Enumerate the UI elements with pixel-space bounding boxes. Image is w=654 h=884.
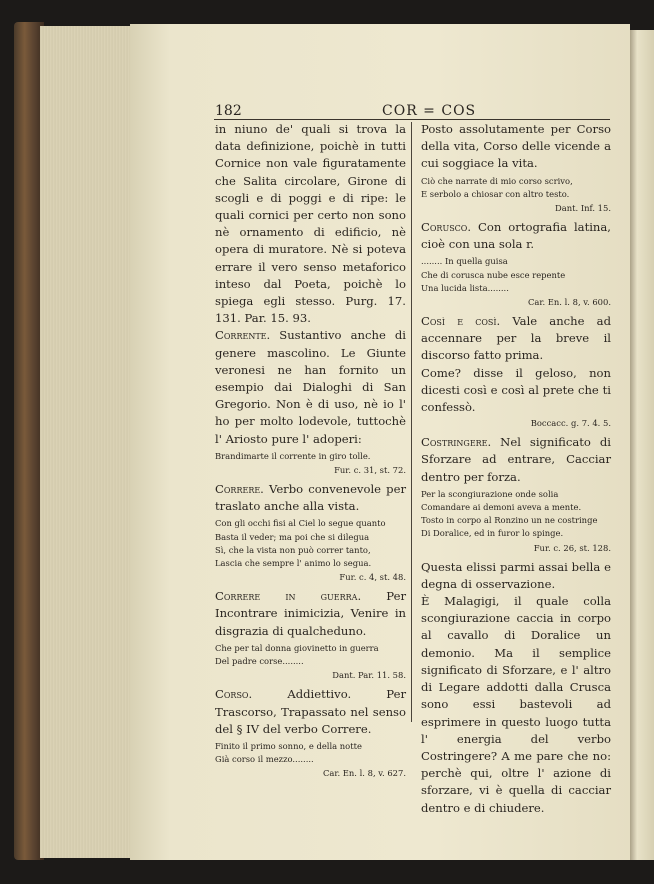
paragraph-text: Vale anche ad accennare per la breve il discorso fatto prima. bbox=[421, 314, 611, 363]
paragraph-text: Per Incontrare inimicizia, Venire in disgrazia di qualcheduno. bbox=[215, 589, 406, 638]
paragraph-text: È Malagigi, il quale colla scongiurazione caccia in corpo al cavallo di Doralice un demonio. Ma il semplice significato di Sforzare, e l' altro di Legare addotti dalla Crusca sono essi bastevoli ad esprimere in questo luogo tutta l' energia del verbo Costringere? A me pare che no: perchè qui, oltre l' azione di sforzare, vi è quella di cacciar dentro e di chiudere. bbox=[421, 594, 611, 815]
paragraph-text: Nel significato di Sforzare ad entrare, Cacciar dentro per forza. bbox=[421, 435, 611, 484]
verse-line: Basta il veder; ma poi che si dilegua bbox=[215, 531, 370, 542]
verse-quotation bbox=[215, 740, 406, 766]
verse-line: Già corso il mezzo........ bbox=[215, 754, 314, 765]
verse-line: Che di corusca nube esce repente bbox=[421, 269, 566, 280]
citation: Car. En. l. 8, v. 600. bbox=[527, 297, 611, 308]
paragraph bbox=[421, 593, 611, 817]
verse-quotation bbox=[421, 175, 611, 201]
paragraph-text: Posto assolutamente per Corso della vita, Corso delle vicende a cui soggiace la vita. bbox=[421, 122, 611, 171]
paragraph-text: Come? disse il geloso, non dicesti così e così al prete che ti confessò. bbox=[421, 365, 611, 415]
paragraph bbox=[215, 588, 406, 640]
entry-term: Correre. bbox=[215, 482, 264, 497]
verse-line: Comandare ai demoni aveva a mente. bbox=[421, 502, 582, 513]
citation: Fur. c. 26, st. 128. bbox=[533, 542, 611, 553]
entry-term: Correre in guerra. bbox=[215, 589, 362, 604]
verse-line: Per la scongiurazione onde solia bbox=[421, 488, 559, 499]
verse-line: Di Doralice, ed in furor lo spinge. bbox=[421, 528, 564, 539]
verse-line: Brandimarte il corrente in giro tolle. bbox=[215, 450, 371, 461]
paragraph bbox=[421, 365, 611, 417]
paragraph bbox=[215, 121, 406, 327]
running-head: COR = COS bbox=[382, 103, 477, 119]
verse-line: ........ In quella guisa bbox=[421, 256, 508, 267]
paragraph bbox=[421, 219, 611, 253]
paragraph-text: in niuno de' quali si trova la data definizione, poichè in tutti Cornice non vale figuratamente che Salita circolare, Girone di scogli e di poggi e di ripe: le quali cornici per certo non sono nè ornamento di edificio, nè opera di muratore. Nè si poteva errare il vero senso metaforico inteso dal Poeta, poichè lo spiega egli stesso. Purg. 17. 131. Par. 15. 93. bbox=[215, 122, 406, 326]
verse-line: Lascia che sempre l' animo lo segua. bbox=[215, 558, 372, 569]
verse-line: Con gli occhi fisi al Ciel lo segue quanto bbox=[215, 518, 386, 529]
entry-term: Corusco. bbox=[421, 220, 472, 235]
left-column bbox=[215, 121, 406, 784]
verse-line: Finito il primo sonno, e della notte bbox=[215, 740, 362, 751]
paragraph-text: Addiettivo. Per Trascorso, Trapassato nel senso del § IV del verbo Correre. bbox=[215, 687, 406, 736]
verse-line: Che per tal donna giovinetto in guerra bbox=[215, 642, 379, 653]
verse-line: Ciò che narrate di mio corso scrivo, bbox=[421, 175, 573, 186]
verse-line: Sì, che la vista non può correr tanto, bbox=[215, 544, 371, 555]
paragraph bbox=[215, 686, 406, 738]
entry-term: Costringere. bbox=[421, 435, 492, 450]
citation: Fur. c. 31, st. 72. bbox=[334, 465, 406, 476]
verse-line: Tosto in corpo al Ronzino un ne costringe bbox=[421, 515, 598, 526]
citation: Dant. Inf. 15. bbox=[555, 203, 611, 214]
column-divider bbox=[411, 122, 412, 722]
verse-quotation bbox=[421, 255, 611, 295]
verse-quotation bbox=[215, 517, 406, 570]
verse-line: Una lucida lista........ bbox=[421, 282, 509, 293]
verse-line: Del padre corse........ bbox=[215, 656, 304, 667]
entry-term: Corso. bbox=[215, 687, 253, 702]
paragraph bbox=[421, 121, 611, 173]
paragraph bbox=[421, 434, 611, 486]
entry-term: Corrente. bbox=[215, 328, 271, 343]
header-rule bbox=[214, 119, 610, 120]
verse-line: E serbolo a chiosar con altro testo. bbox=[421, 188, 570, 199]
verse-quotation bbox=[215, 642, 406, 668]
citation: Boccacc. g. 7. 4. 5. bbox=[530, 418, 611, 429]
citation: Dant. Par. 11. 58. bbox=[332, 670, 406, 681]
right-column bbox=[421, 121, 611, 817]
paragraph-text: Sustantivo anche di genere mascolino. Le Giunte veronesi ne han fornito un esempio dai Dialoghi di San Gregorio. Non è di uso, nè io l' ho per molto lodevole, tuttochè l' Ariosto pure l' adoperi: bbox=[215, 328, 406, 446]
paragraph-text: Verbo convenevole per traslato anche alla vista. bbox=[215, 482, 406, 514]
verse-quotation bbox=[421, 488, 611, 541]
verse-quotation bbox=[215, 450, 406, 463]
paragraph-text: Questa elissi parmi assai bella e degna di osservazione. bbox=[421, 559, 611, 591]
page-edges bbox=[40, 26, 132, 858]
facing-page-edge bbox=[626, 30, 654, 860]
paragraph bbox=[421, 559, 611, 593]
entry-term: Così e così. bbox=[421, 314, 501, 329]
paragraph-text: Con ortografia latina, cioè con una sola r. bbox=[421, 220, 611, 252]
citation: Fur. c. 4, st. 48. bbox=[339, 572, 406, 583]
paragraph bbox=[215, 327, 406, 447]
citation: Car. En. l. 8, v. 627. bbox=[322, 768, 406, 779]
paragraph bbox=[215, 481, 406, 515]
paragraph bbox=[421, 313, 611, 365]
page-number: 182 bbox=[215, 103, 242, 119]
